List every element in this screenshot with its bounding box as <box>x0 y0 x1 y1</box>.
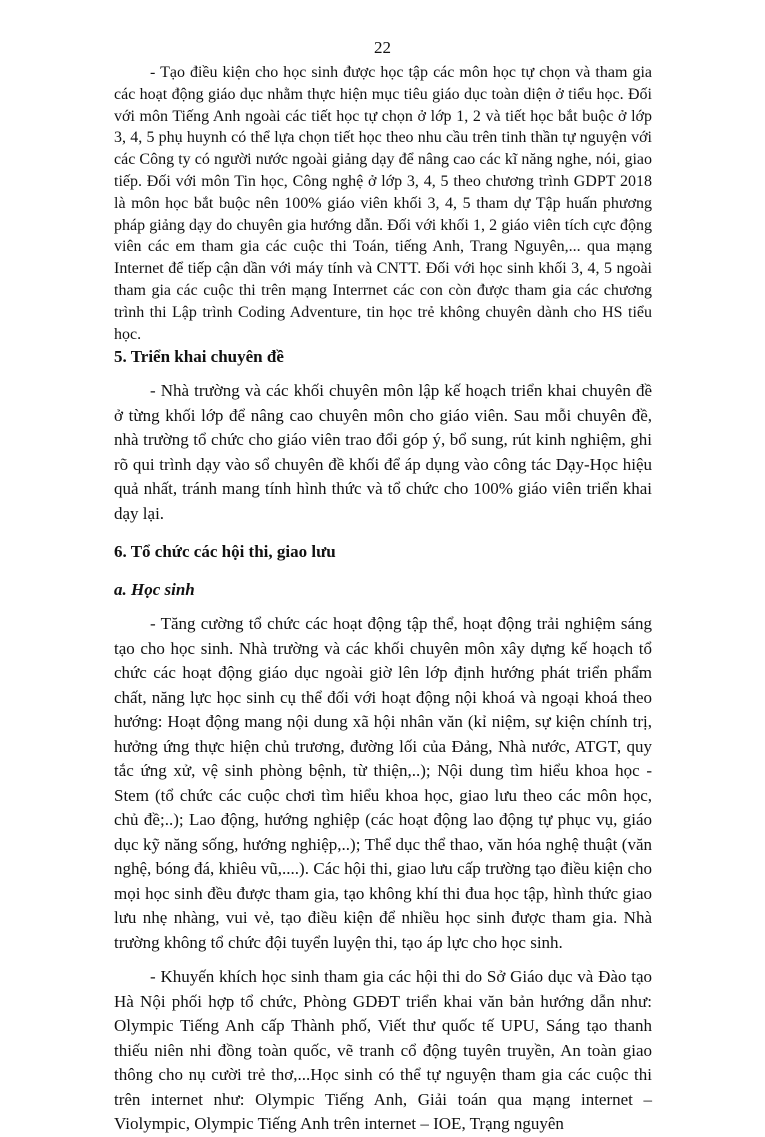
heading-section-6: 6. Tổ chức các hội thi, giao lưu <box>114 542 336 562</box>
heading-section-5: 5. Triển khai chuyên đề <box>114 347 284 367</box>
paragraph-collective-activities: - Tăng cường tổ chức các hoạt động tập thể, hoạt động trải nghiệm sáng tạo cho học sinh. Nhà trường và các khối chuyên môn xây dựng kế hoạch tổ chức các hoạt động giáo dục ngoài giờ lên lớp định hướng phát triển phẩm chất, năng lực học sinh cụ thể đối với hoạt động nội khoá và ngoại khoá theo hướng: Hoạt động mang nội dung xã hội nhân văn (kỉ niệm, sự kiện chính trị, hưởng ứng thực hiện chủ trương, đường lối của Đảng, Nhà nước, ATGT, quy tắc ứng xử, vệ sinh phòng bệnh, từ thiện,..); Nội dung tìm hiểu khoa học - Stem (tổ chức các cuộc chơi tìm hiểu khoa học, giao lưu theo các môn học, chủ đề;..); Lao động, hướng nghiệp (các hoạt động lao động tự phục vụ, giáo dục kỹ năng sống, hướng nghiệp,..); Thể dục thể thao, văn hóa nghệ thuật (văn nghệ, bóng đá, khiêu vũ,....). Các hội thi, giao lưu cấp trường tạo điều kiện cho mọi học sinh đều được tham gia, tạo không khí thi đua học tập, hình thức giao lưu nhẹ nhàng, vui vẻ, tạo điều kiện để nhiều học sinh được tham gia. Nhà trường không tổ chức đội tuyển luyện thi, tạo áp lực cho học sinh. <box>114 614 652 952</box>
heading-subsection-a: a. Học sinh <box>114 580 195 600</box>
paragraph-elective-subjects: - Tạo điều kiện cho học sinh được học tập các môn học tự chọn và tham gia các hoạt động giáo dục nhằm thực hiện mục tiêu giáo dục toàn diện ở tiểu học. Đối với môn Tiếng Anh ngoài các tiết học tự chọn ở lớp 1, 2 và tiết học bắt buộc ở lớp 3, 4, 5 phụ huynh có thể lựa chọn tiết học theo nhu cầu trên tinh thần tự nguyện với các Công ty có người nước ngoài giảng dạy để nâng cao các kĩ năng nghe, nói, giao tiếp. Đối với môn Tin học, Công nghệ ở lớp 3, 4, 5 theo chương trình GDPT 2018 là môn học bắt buộc nên 100% giáo viên khối 3, 4, 5 tham dự Tập huấn phương pháp giảng dạy do chuyên gia hướng dẫn. Đối với khối 1, 2 giáo viên tích cực động viên các em tham gia các cuộc thi Toán, tiếng Anh, Trang Nguyên,... qua mạng Internet để tiếp cận dần với máy tính và CNTT. Đối với học sinh khối 3, 4, 5 ngoài tham gia các cuộc thi trên mạng Interrnet các con còn được tham gia các chương trình thi Lập trình Coding Adventure, tin học trẻ không chuyên dành cho HS tiểu học. <box>114 64 652 343</box>
paragraph-thematic-deployment: - Nhà trường và các khối chuyên môn lập kế hoạch triển khai chuyên đề ở từng khối lớp để nâng cao chuyên môn cho giáo viên. Sau mỗi chuyên đề, nhà trường tổ chức cho giáo viên trao đổi góp ý, bổ sung, rút kinh nghiệm, ghi rõ qui trình dạy vào sổ chuyên đề khối để áp dụng vào công tác Dạy-Học hiệu quả nhất, tránh mang tính hình thức và tổ chức cho 100% giáo viên triển khai dạy lại. <box>114 381 652 523</box>
document-body <box>114 62 652 1137</box>
paragraph-competitions: - Khuyến khích học sinh tham gia các hội thi do Sở Giáo dục và Đào tạo Hà Nội phối hợp tổ chức, Phòng GDĐT triển khai văn bản hướng dẫn như: Olympic Tiếng Anh cấp Thành phố, Viết thư quốc tế UPU, Sáng tạo thanh thiếu niên nhi đồng toàn quốc, vẽ tranh cổ động tuyên truyền, An toàn giao thông cho nụ cười trẻ thơ,...Học sinh có thể tự nguyện tham gia các cuộc thi trên internet như: Olympic Tiếng Anh, Giải toán qua mạng internet – Violympic, Olympic Tiếng Anh trên internet – IOE, Trạng nguyên <box>114 967 652 1134</box>
page-number: 22 <box>374 38 391 57</box>
